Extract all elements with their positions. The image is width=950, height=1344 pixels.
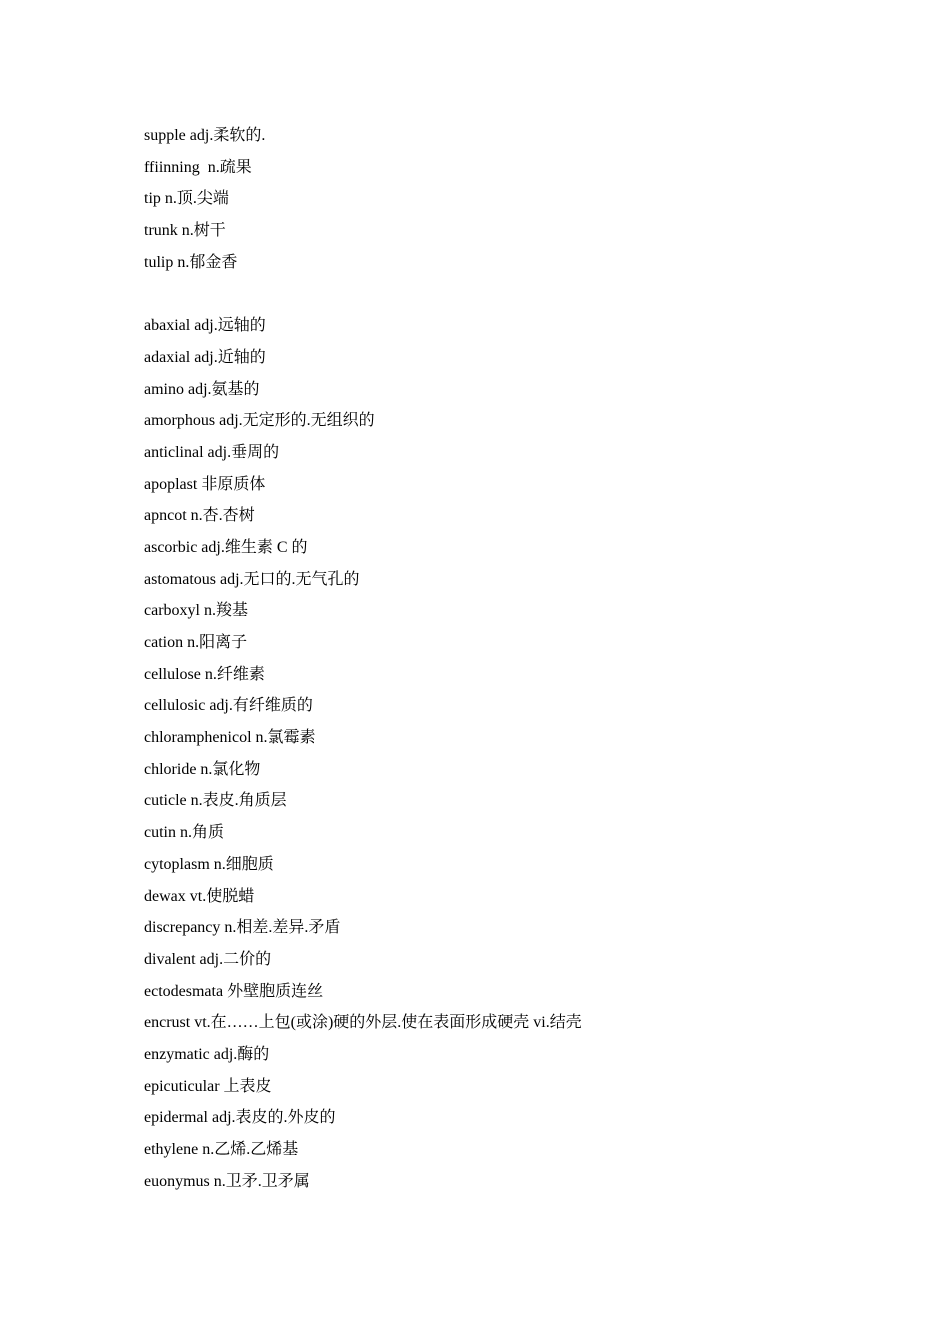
list-item: abaxial adj.远轴的 [144,317,266,335]
list-item: ethylene n.乙烯.乙烯基 [144,1141,299,1158]
list-item: cuticle n.表皮.角质层 [144,792,287,810]
list-item: adaxial adj.近轴的 [144,348,266,366]
list-item: chloride n.氯化物 [144,760,261,778]
list-item: amino adj.氨基的 [144,380,260,398]
list-item: divalent adj.二价的 [144,950,272,968]
list-item: discrepancy n.相差.差异.矛盾 [144,919,341,937]
list-item: enzymatic adj.酶的 [144,1045,270,1063]
list-item: dewax vt.使脱蜡 [144,887,255,905]
list-item: euonymus n.卫矛.卫矛属 [144,1172,310,1190]
list-item: epidermal adj.表皮的.外皮的 [144,1109,336,1127]
list-item: apncot n.杏.杏树 [144,507,255,525]
blank-line [144,278,864,310]
list-item: amorphous adj.无定形的.无组织的 [144,412,375,430]
list-item: ascorbic adj.维生素 C 的 [144,538,308,556]
list-item: epicuticular 上表皮 [144,1077,272,1095]
list-item: ffiinning n.疏果 [144,158,252,176]
list-item: trunk n.树干 [144,222,226,240]
list-item: cellulosic adj.有纤维质的 [144,697,313,715]
list-item: carboxyl n.羧基 [144,602,248,620]
list-item: cutin n.角质 [144,824,224,842]
list-item: tip n.顶.尖端 [144,190,229,208]
list-item: apoplast 非原质体 [144,475,266,493]
vocabulary-list [144,120,864,1197]
list-item: cation n.阳离子 [144,634,248,651]
list-item: cytoplasm n.细胞质 [144,855,274,873]
list-item: ectodesmata 外壁胞质连丝 [144,982,324,1000]
list-item: tulip n.郁金香 [144,253,238,271]
list-item: encrust vt.在……上包(或涂)硬的外层.使在表面形成硬壳 vi.结壳 [144,1014,582,1032]
list-item: anticlinal adj.垂周的 [144,443,280,461]
list-item: cellulose n.纤维素 [144,665,265,683]
list-item: astomatous adj.无口的.无气孔的 [144,570,360,588]
list-item: chloramphenicol n.氯霉素 [144,729,316,747]
list-item: supple adj.柔软的. [144,127,266,144]
